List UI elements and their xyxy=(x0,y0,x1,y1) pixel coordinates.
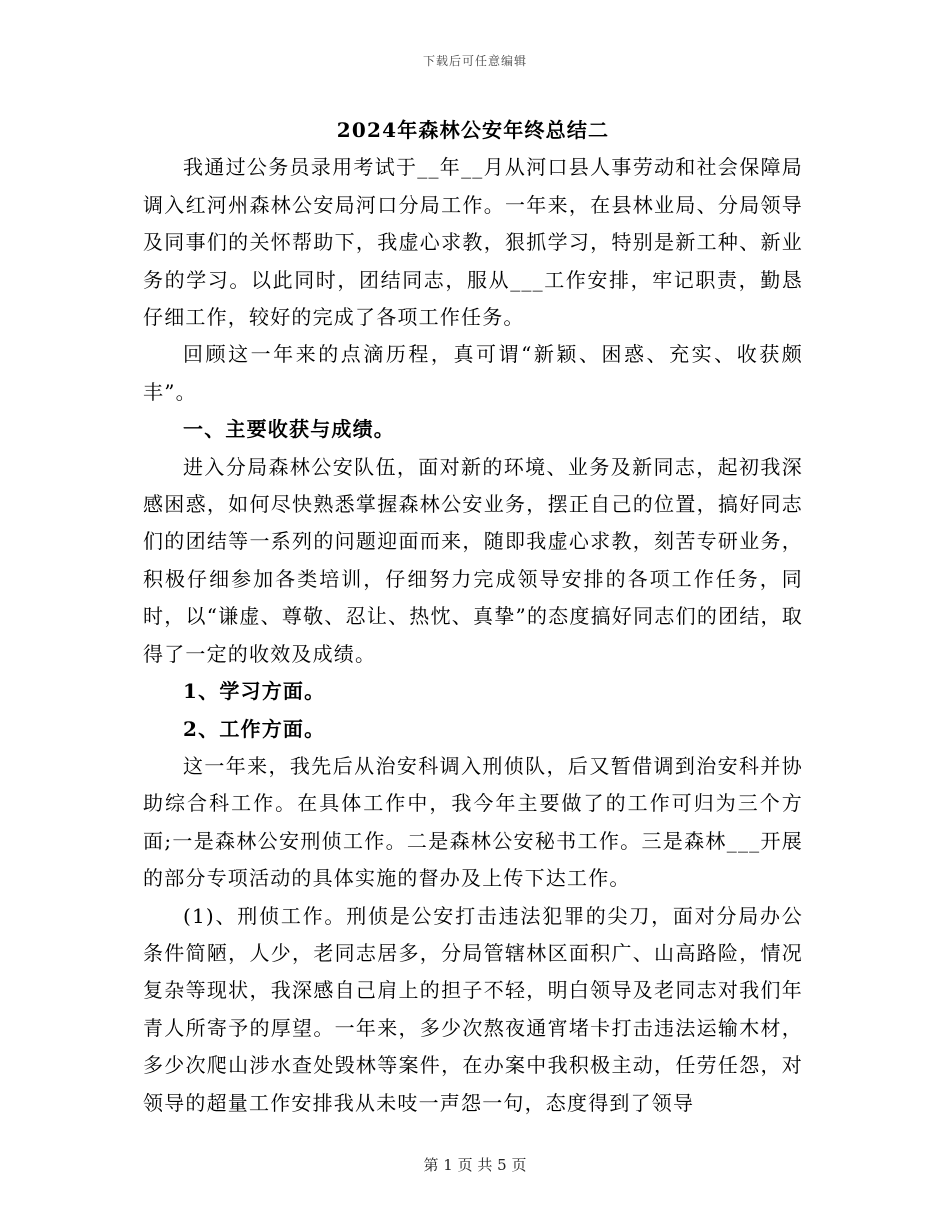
section-heading-achievements: 一、主要收获与成绩。 xyxy=(183,417,395,442)
criminal-investigation-paragraph: (1)、刑侦工作。刑侦是公安打击违法犯罪的尖刀，面对分局办公条件简陋，人少，老同志居多，分局管辖林区面积广、山高路险，情况复杂等现状，我深感自己肩上的担子不轻，明白领导及老同志对我们年青人所寄予的厚望。一年来，多少次熬夜通宵堵卡打击违法运输木材，多少次爬山涉水查处毁林等案件，在办案中我积极主动，任劳任怨，对领导的超量工作安排我从未吱一声怨一句，态度得到了领导 xyxy=(143,903,803,1115)
sub-heading-work: 2、工作方面。 xyxy=(183,716,326,741)
intro-paragraph: 我通过公务员录用考试于__年__月从河口县人事劳动和社会保障局调入红河州森林公安局河口分局工作。一年来，在县林业局、分局领导及同事们的关怀帮助下，我虚心求教，狠抓学习，特别是新工种、新业务的学习。以此同时，团结同志，服从___工作安排，牢记职责，勤恳仔细工作，较好的完成了各项工作任务。 xyxy=(143,155,803,330)
page-header-note: 下载后可任意编辑 xyxy=(422,54,527,68)
sub-heading-study: 1、学习方面。 xyxy=(183,679,326,704)
review-paragraph: 回顾这一年来的点滴历程，真可谓“新颖、困惑、充实、收获颇丰”。 xyxy=(143,342,803,404)
document-title: 2024年森林公安年终总结二 xyxy=(336,118,610,142)
achievements-paragraph: 进入分局森林公安队伍，面对新的环境、业务及新同志，起初我深感困惑，如何尽快熟悉掌握森林公安业务，摆正自己的位置，搞好同志们的团结等一系列的问题迎面而来，随即我虚心求教，刻苦专研业务，积极仔细参加各类培训，仔细努力完成领导安排的各项工作任务，同时，以“谦虚、尊敬、忍让、热忱、真挚”的态度搞好同志们的团结，取得了一定的收效及成绩。 xyxy=(143,454,803,666)
page-number-footer: 第 1 页 共 5 页 xyxy=(423,1156,527,1174)
work-paragraph: 这一年来，我先后从治安科调入刑侦队，后又暂借调到治安科并协助综合科工作。在具体工作中，我今年主要做了的工作可归为三个方面;一是森林公安刑侦工作。二是森林公安秘书工作。三是森林___开展的部分专项活动的具体实施的督办及上传下达工作。 xyxy=(143,753,803,891)
document-body xyxy=(143,112,803,1122)
